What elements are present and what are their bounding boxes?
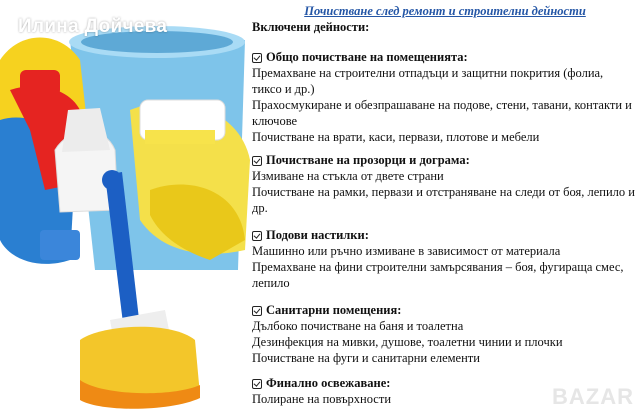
cleaning-supplies-photo: [0, 0, 252, 418]
checkbox-icon: [252, 231, 262, 241]
section-title: Финално освежаване:: [266, 376, 391, 390]
section-title: Общо почистване на помещенията:: [266, 50, 468, 64]
section-title: Санитарни помещения:: [266, 303, 402, 317]
section-windows: [252, 153, 636, 216]
section-line: Почистване на фуги и санитарни елементи: [252, 351, 480, 365]
section-line: Измиване на стъкла от двете страни: [252, 169, 444, 183]
section-line: Полиране на повърхности: [252, 392, 392, 406]
section-title: Подови настилки:: [266, 228, 369, 242]
author-name: Илина Дойчева: [18, 16, 168, 37]
checkbox-icon: [252, 379, 262, 389]
checkbox-icon: [252, 156, 262, 166]
watermark-logo: BAZAR: [552, 384, 634, 409]
cleaning-supplies-illustration: [0, 0, 252, 418]
section-line: Машинно или ръчно измиване в зависимост от материала: [252, 244, 561, 258]
section-title: Почистване на прозорци и дограма:: [266, 153, 470, 167]
services-panel: [252, 0, 638, 418]
section-sanitary: [252, 303, 636, 366]
section-line: Премахване на строителни отпадъци и защитни покрития (фолиа, тиксо и др.): [252, 66, 604, 96]
section-line: Премахване на фини строителни замърсявания – боя, фугираща смес, лепило: [252, 260, 624, 290]
section-line: Прахосмукиране и обезпрашаване на подове, стени, тавани, контакти и ключове: [252, 98, 632, 128]
section-general-cleaning: [252, 50, 636, 145]
section-line: Почистване на рамки, первази и отстраняване на следи от боя, лепило и др.: [252, 185, 635, 215]
section-floors: [252, 228, 636, 291]
section-line: Почистване на врати, каси, первази, плотове и мебели: [252, 130, 540, 144]
checkbox-icon: [252, 306, 262, 316]
checkbox-icon: [252, 53, 262, 63]
page-title[interactable]: Почистване след ремонт и строителни дейности: [304, 4, 586, 18]
section-line: Дълбоко почистване на баня и тоалетна: [252, 319, 464, 333]
intro-label: Включени дейности:: [252, 20, 370, 34]
section-line: Дезинфекция на мивки, душове, тоалетни чинии и плочки: [252, 335, 563, 349]
